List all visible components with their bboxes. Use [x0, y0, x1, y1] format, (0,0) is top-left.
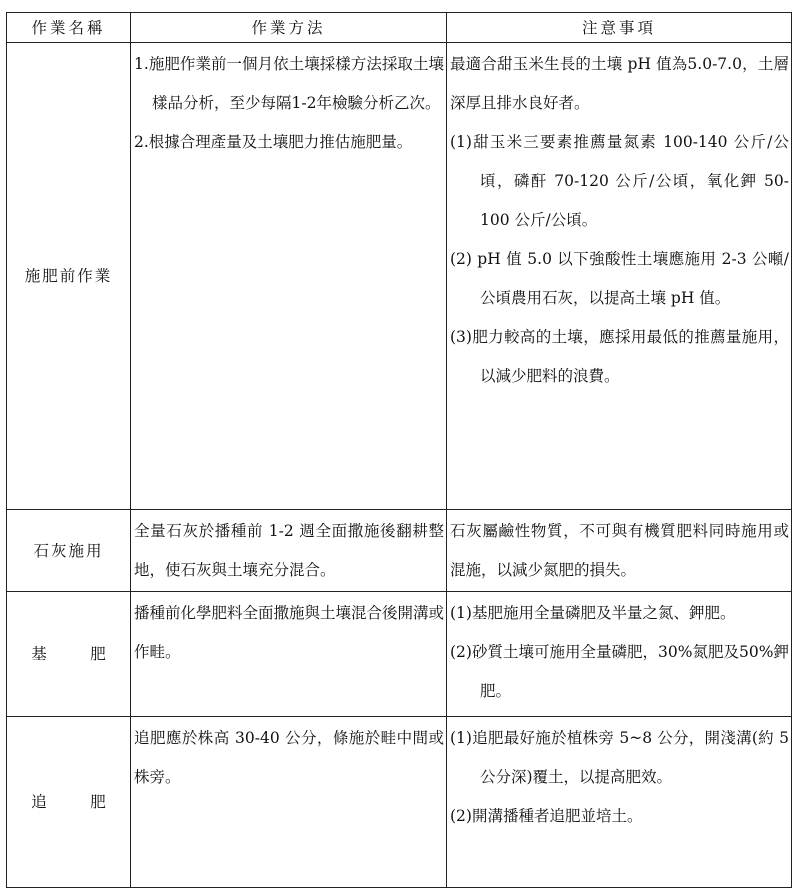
header-notes: 注意事項 — [447, 13, 792, 43]
method-item: 播種前化學肥料全面撒施與土壤混合後開溝或作畦。 — [134, 604, 445, 661]
table-row — [7, 592, 792, 717]
note-item: (2)砂質土壤可施用全量磷肥，30%氮肥及50%鉀肥。 — [450, 643, 789, 700]
notes-cell — [447, 592, 792, 717]
method-item: 2.根據合理產量及土壤肥力推估施肥量。 — [134, 133, 413, 151]
row-name: 石灰施用 — [7, 510, 131, 592]
row-name: 基 肥 — [7, 592, 131, 717]
table-row — [7, 510, 792, 592]
row-name: 追 肥 — [7, 717, 131, 888]
note-item: (1)甜玉米三要素推薦量氮素 100-140 公斤/公頃，磷酐 70-120 公斤/公頃，氧化鉀 50-100 公斤/公頃。 — [450, 133, 789, 229]
fertilization-table — [6, 12, 792, 888]
note-item: 石灰屬鹼性物質，不可與有機質肥料同時施用或混施，以減少氮肥的損失。 — [450, 522, 789, 579]
method-item: 1.施肥作業前一個月依土壤採樣方法採取土壤樣品分析，至少每隔1-2年檢驗分析乙次。 — [134, 55, 444, 112]
method-cell — [131, 592, 447, 717]
note-item: (2) pH 值 5.0 以下強酸性土壤應施用 2-3 公噸/公頃農用石灰，以提高土壤 pH 值。 — [450, 250, 789, 307]
notes-cell — [447, 43, 792, 510]
method-cell — [131, 510, 447, 592]
method-cell — [131, 717, 447, 888]
notes-cell — [447, 717, 792, 888]
method-item: 追肥應於株高 30-40 公分，條施於畦中間或株旁。 — [134, 729, 444, 786]
note-item: (1)基肥施用全量磷肥及半量之氮、鉀肥。 — [450, 604, 736, 622]
row-name: 施肥前作業 — [7, 43, 131, 510]
table-row — [7, 43, 792, 510]
method-item: 全量石灰於播種前 1-2 週全面撒施後翻耕整地，使石灰與土壤充分混合。 — [134, 522, 444, 579]
note-item: (1)追肥最好施於植株旁 5~8 公分，開淺溝(約 5 公分深)覆土，以提高肥效。 — [450, 729, 789, 786]
note-item: (3)肥力較高的土壤，應採用最低的推薦量施用，以減少肥料的浪費。 — [450, 328, 789, 385]
note-item: (2)開溝播種者追肥並培土。 — [450, 807, 643, 825]
table-row — [7, 717, 792, 888]
header-operation-method: 作業方法 — [131, 13, 447, 43]
method-cell — [131, 43, 447, 510]
header-operation-name: 作業名稱 — [7, 13, 131, 43]
note-item: 最適合甜玉米生長的土壤 pH 值為5.0-7.0，土層深厚且排水良好者。 — [450, 55, 789, 112]
table-header-row — [7, 13, 792, 43]
notes-cell — [447, 510, 792, 592]
